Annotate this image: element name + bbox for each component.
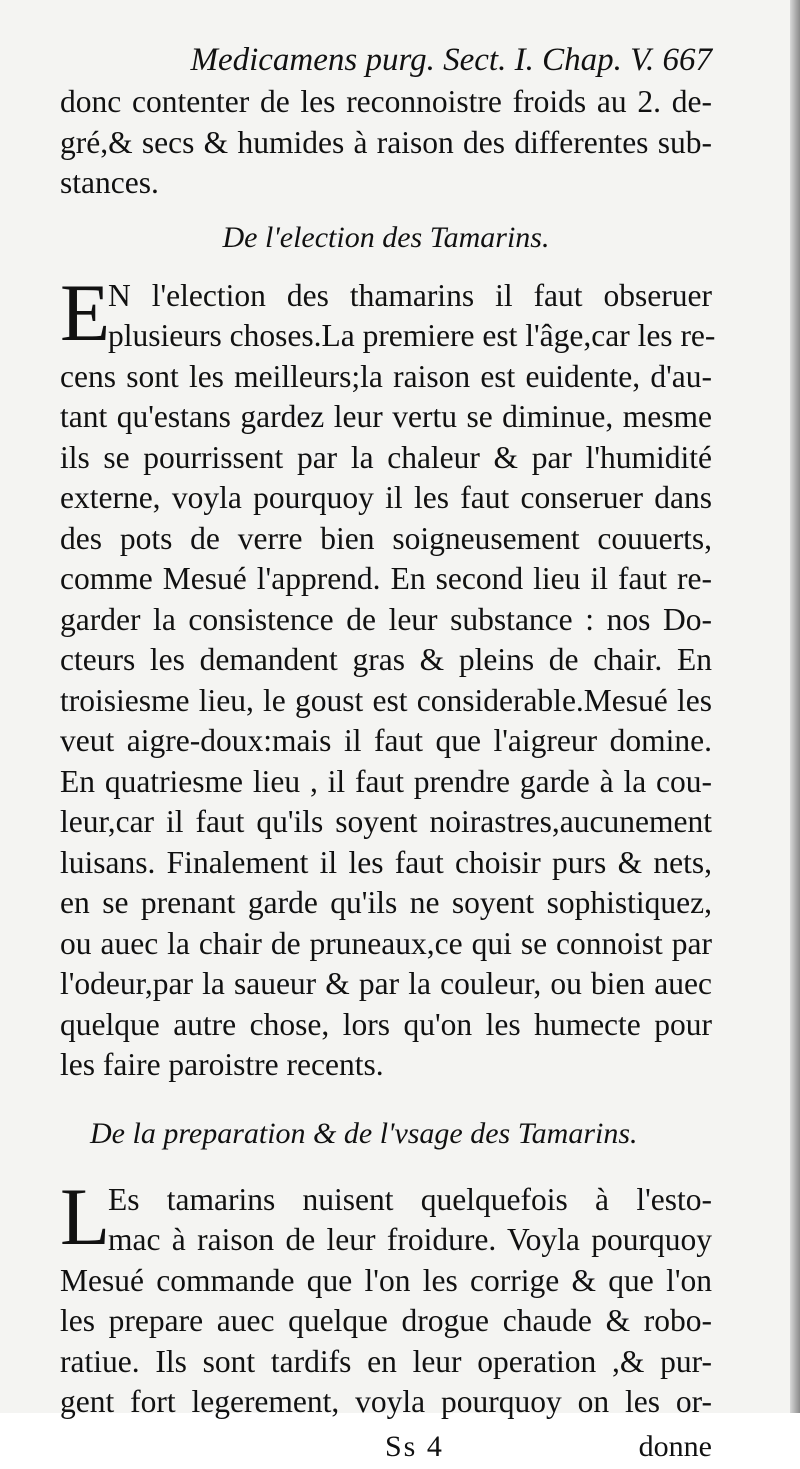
text-line: comme Mesué l'apprend. En second lieu il faut re-: [60, 561, 712, 596]
catchword: donne: [638, 1429, 712, 1463]
text-line: en se prenant garde qu'ils ne soyent sophistiquez,: [60, 885, 712, 920]
text-line: des pots de verre bien soigneusement couuerts,: [60, 520, 712, 556]
section-heading-preparation: De la preparation & de l'vsage des Tamarins.: [90, 1116, 638, 1150]
text-line: cens sont les meilleurs;la raison est euidente, d'au-: [60, 358, 712, 394]
text-line: gent fort legerement, voyla pourquoy on les or-: [60, 1384, 712, 1419]
text-line: tant qu'estans gardez leur vertu se diminue, mesme: [60, 399, 712, 434]
text-line: garder la consistence de leur substance : nos Do-: [60, 601, 712, 637]
text-line: les prepare auec quelque drogue chaude & robo-: [60, 1303, 712, 1338]
text-line: cteurs les demandent gras & pleins de chair. En: [60, 642, 712, 677]
text-line: plusieurs choses.La premiere est l'âge,car les re-: [108, 318, 716, 353]
text-line: gré,& secs & humides à raison des differentes sub-: [60, 124, 712, 160]
text-line: quelque autre chose, lors qu'on les humecte pour: [60, 1006, 712, 1042]
text-line: l'odeur,par la saueur & par la couleur, ou bien auec: [60, 966, 712, 1001]
drop-cap: E: [60, 266, 111, 358]
text-line: les faire paroistre recents.: [60, 1047, 384, 1082]
section-heading-election: De l'election des Tamarins.: [222, 220, 550, 254]
text-line: veut aigre-doux:mais il faut que l'aigreur domine.: [60, 723, 712, 758]
paragraph-preparation: [60, 1170, 712, 1423]
text-line: N l'election des thamarins il faut obseruer: [108, 277, 712, 313]
text-line: ils se pourrissent par la chaleur & par l'humidité: [60, 439, 712, 475]
text-line: ratiue. Ils sont tardifs en leur operation ,& pur-: [60, 1343, 712, 1379]
text-line: Es tamarins nuisent quelquefois à l'esto-: [108, 1181, 712, 1217]
text-line: externe, voyla pourquoy il les faut conseruer dans: [60, 480, 712, 515]
signature-mark: Ss 4: [385, 1429, 444, 1463]
text-line: troisiesme lieu, le goust est considerable.Mesué les: [60, 682, 712, 718]
text-line: stances.: [60, 165, 159, 200]
running-head: Medicamens purg. Sect. I. Chap. V. 667: [190, 42, 712, 78]
page-footer: [60, 1425, 712, 1469]
text-line: donc contenter de les reconnoistre froids au 2. de-: [60, 84, 712, 119]
text-line: mac à raison de leur froidure. Voyla pourquoy: [108, 1222, 712, 1257]
text-line: leur,car il faut qu'ils soyent noirastres,aucunement: [60, 804, 712, 839]
intro-paragraph: [60, 82, 712, 204]
text-line: En quatriesme lieu , il faut prendre garde à la cou-: [60, 763, 712, 799]
text-line: ou auec la chair de pruneaux,ce qui se connoist par: [60, 925, 712, 961]
text-line: luisans. Finalement il les faut choisir purs & nets,: [60, 844, 712, 880]
paragraph-election: [60, 266, 716, 1086]
text-line: Mesué commande que l'on les corrige & que l'on: [60, 1262, 712, 1298]
drop-cap: L: [60, 1170, 111, 1262]
